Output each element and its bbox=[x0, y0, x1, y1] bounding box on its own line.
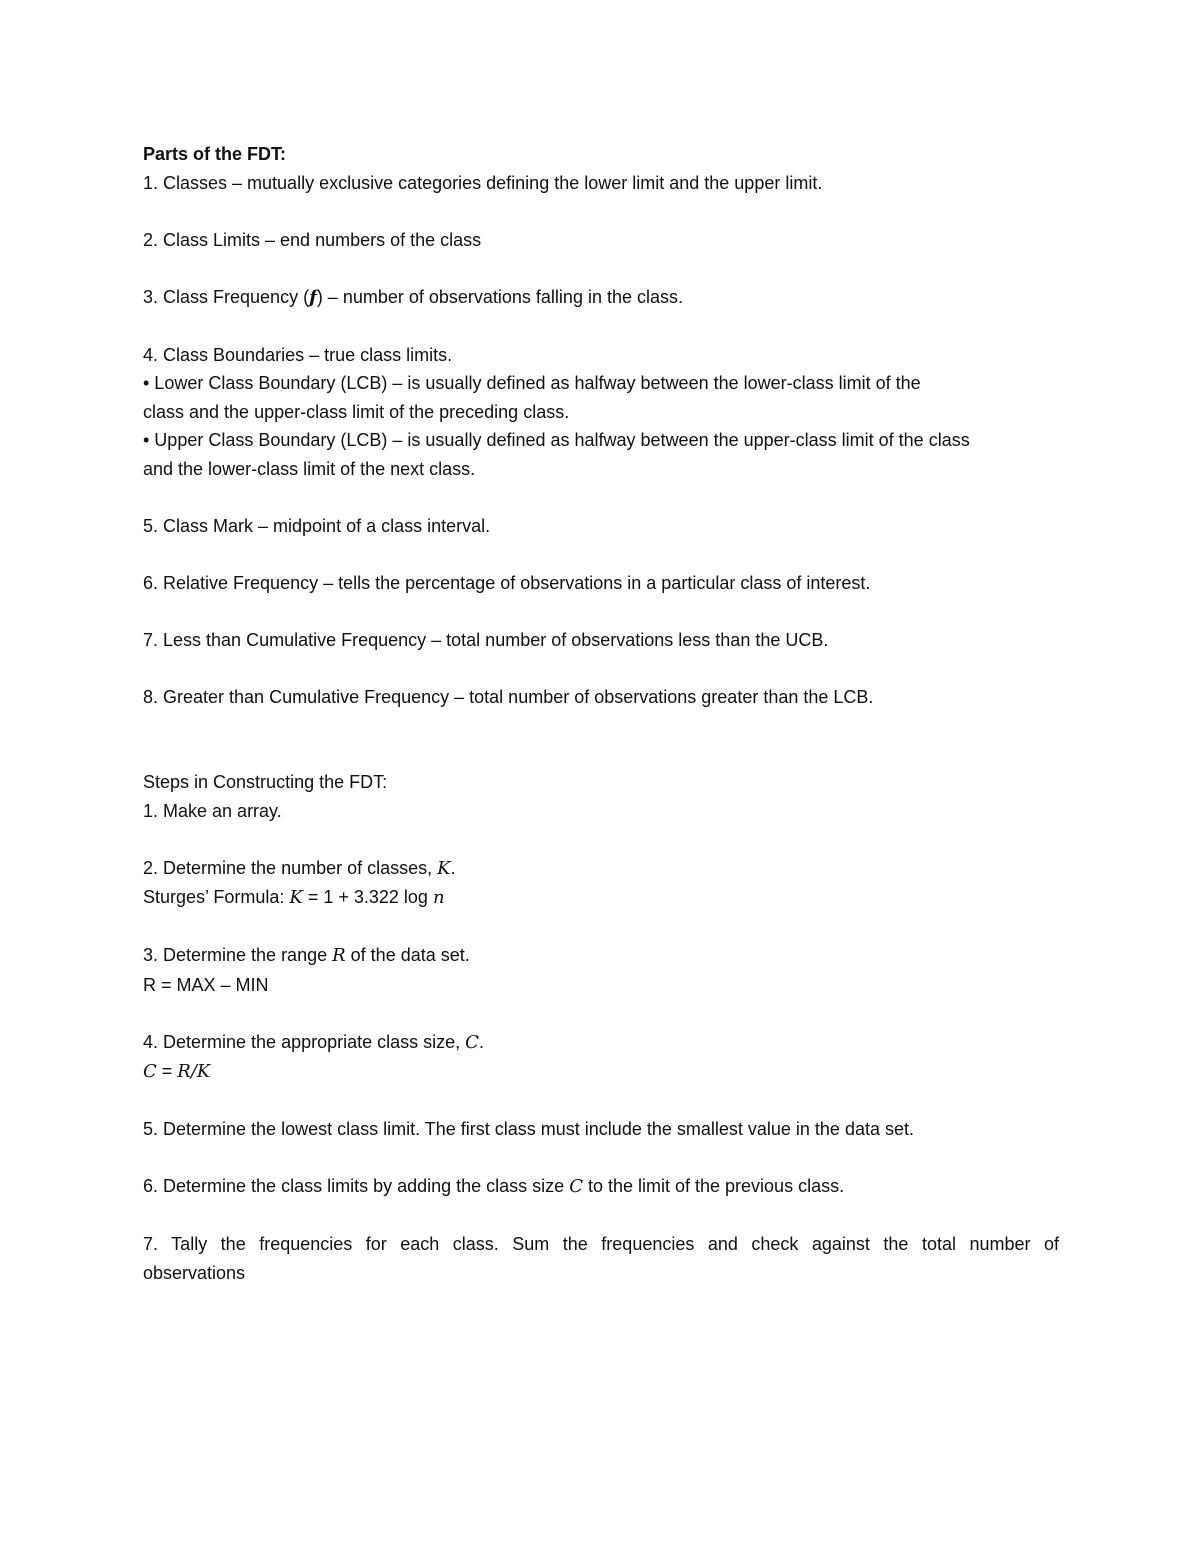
step3-text-post: of the data set. bbox=[345, 945, 470, 965]
lcb-bullet-line1: • Lower Class Boundary (LCB) – is usually defined as halfway between the lower-class limit of the bbox=[143, 373, 921, 393]
item3-text-pre: 3. Class Frequency ( bbox=[143, 286, 310, 307]
step2-text-post: . bbox=[450, 857, 456, 878]
spacer bbox=[143, 1202, 1059, 1231]
parts-item-greater-than-cf: 8. Greater than Cumulative Frequency – total number of observations greater than the LCB. bbox=[143, 686, 874, 707]
spacer bbox=[143, 1087, 1059, 1116]
parts-item-less-than-cf: 7. Less than Cumulative Frequency – total number of observations less than the UCB. bbox=[143, 629, 829, 650]
sturges-expression: = 1 + 3.322 log bbox=[302, 887, 433, 907]
spacer bbox=[143, 483, 1059, 512]
item3-text-post: ) – number of observations falling in the class. bbox=[316, 286, 683, 307]
size-c-symbol: C bbox=[143, 1061, 157, 1082]
c-symbol: C bbox=[465, 1031, 479, 1053]
parts-item-class-frequency bbox=[143, 283, 1059, 313]
spacer bbox=[143, 711, 1059, 740]
parts-item-class-boundaries: 4. Class Boundaries – true class limits. bbox=[143, 344, 453, 365]
step6-c-symbol: C bbox=[569, 1176, 583, 1197]
spacer bbox=[143, 197, 1059, 226]
spacer bbox=[143, 913, 1059, 942]
ucb-bullet-line1: • Upper Class Boundary (LCB) – is usually defined as halfway between the upper-class limit of the class bbox=[143, 430, 970, 450]
spacer bbox=[143, 825, 1059, 854]
parts-item-classes: 1. Classes – mutually exclusive categories defining the lower limit and the upper limit. bbox=[143, 172, 823, 193]
step-number-of-classes bbox=[143, 854, 1059, 884]
step2-text-pre: 2. Determine the number of classes, bbox=[143, 857, 438, 878]
size-equals: = bbox=[156, 1061, 178, 1081]
step3-text-pre: 3. Determine the range bbox=[143, 945, 333, 965]
parts-item-relative-frequency: 6. Relative Frequency – tells the percentage of observations in a particular class of interest. bbox=[143, 572, 871, 593]
step-tally-line1: 7. Tally the frequencies for each class. Sum the frequencies and check against the total number of bbox=[143, 1234, 1059, 1254]
sturges-k-symbol: K bbox=[289, 887, 303, 908]
parts-item-class-limits: 2. Class Limits – end numbers of the class bbox=[143, 229, 482, 250]
k-symbol: K bbox=[437, 857, 451, 879]
lcb-bullet-line2: class and the upper-class limit of the preceding class. bbox=[143, 401, 570, 422]
step-class-limits bbox=[143, 1172, 1059, 1202]
spacer bbox=[143, 540, 1059, 569]
spacer bbox=[143, 254, 1059, 283]
step6-text-post: to the limit of the previous class. bbox=[582, 1176, 845, 1196]
range-formula: R = MAX – MIN bbox=[143, 974, 269, 995]
parts-heading: Parts of the FDT: bbox=[143, 144, 287, 164]
steps-heading: Steps in Constructing the FDT: bbox=[143, 772, 388, 792]
spacer bbox=[143, 1144, 1059, 1173]
ucb-bullet-line2: and the lower-class limit of the next class. bbox=[143, 458, 476, 479]
frequency-symbol: 𝒇 bbox=[309, 286, 317, 308]
size-r-over-k: R/K bbox=[177, 1061, 211, 1082]
step-range bbox=[143, 941, 1059, 971]
sturges-n-symbol: n bbox=[432, 887, 445, 908]
document-page bbox=[143, 140, 1059, 1287]
step-tally-line2: observations bbox=[143, 1262, 246, 1283]
class-size-formula bbox=[143, 1057, 1059, 1087]
spacer bbox=[143, 654, 1059, 683]
spacer bbox=[143, 597, 1059, 626]
step-make-array: 1. Make an array. bbox=[143, 800, 282, 821]
parts-item-class-mark: 5. Class Mark – midpoint of a class interval. bbox=[143, 515, 491, 536]
step4-text-pre: 4. Determine the appropriate class size, bbox=[143, 1031, 466, 1052]
spacer bbox=[143, 740, 1059, 769]
sturges-label: Sturges’ Formula: bbox=[143, 887, 290, 907]
step6-text-pre: 6. Determine the class limits by adding the class size bbox=[143, 1176, 570, 1196]
r-symbol: R bbox=[332, 945, 346, 966]
step4-text-post: . bbox=[478, 1031, 484, 1052]
spacer bbox=[143, 312, 1059, 341]
step-lowest-class-limit: 5. Determine the lowest class limit. The first class must include the smallest value in the data set. bbox=[143, 1119, 914, 1139]
spacer bbox=[143, 999, 1059, 1028]
step-class-size bbox=[143, 1028, 1059, 1058]
sturges-formula bbox=[143, 883, 1059, 913]
